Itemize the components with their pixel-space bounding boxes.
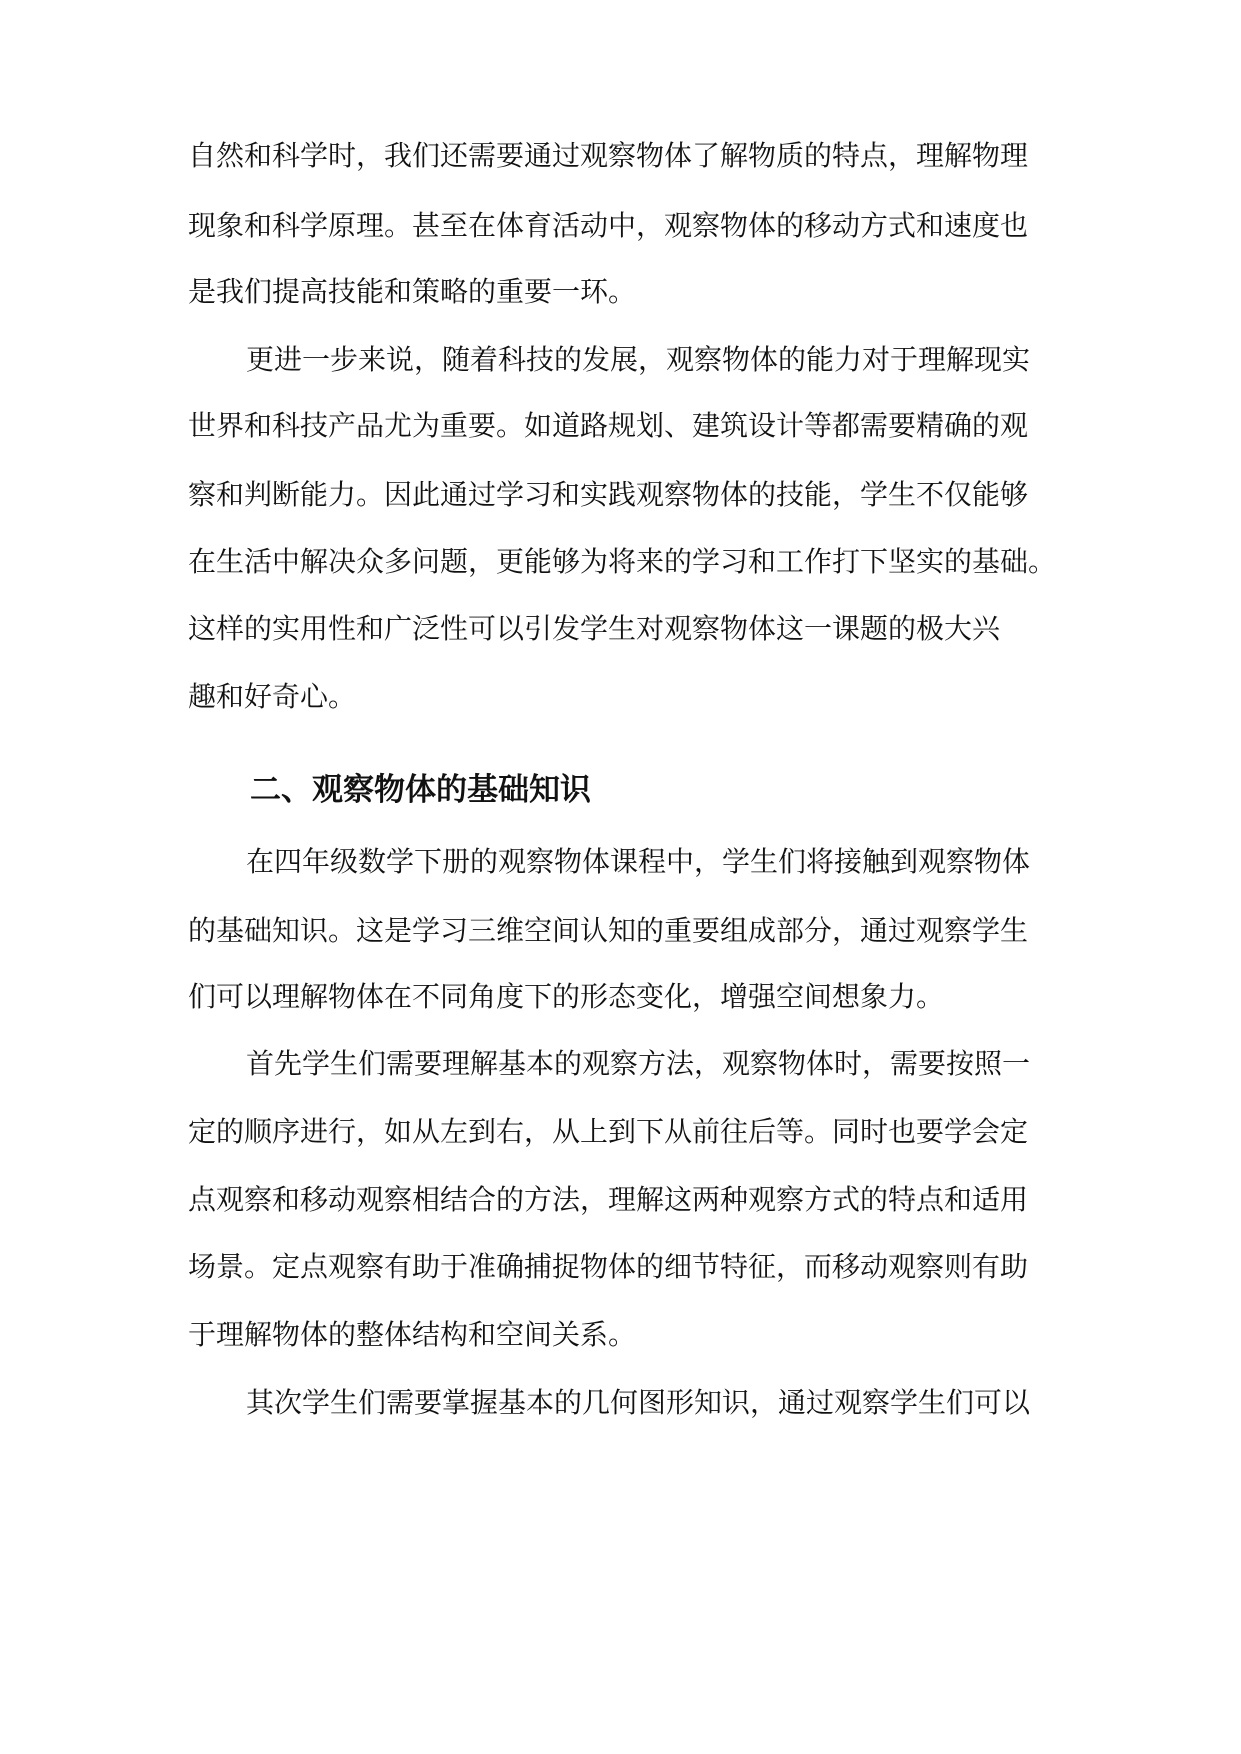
- paragraph-line: 其次学生们需要掌握基本的几何图形知识，通过观察学生们可以: [246, 1386, 1031, 1419]
- paragraph-line: 首先学生们需要理解基本的观察方法，观察物体时，需要按照一: [246, 1047, 1031, 1080]
- paragraph-line: 现象和科学原理。甚至在体育活动中，观察物体的移动方式和速度也: [188, 209, 1029, 242]
- paragraph-line: 点观察和移动观察相结合的方法，理解这两种观察方式的特点和适用: [188, 1183, 1029, 1216]
- paragraph-line: 在四年级数学下册的观察物体课程中，学生们将接触到观察物体: [246, 845, 1031, 878]
- paragraph-line: 场景。定点观察有助于准确捕捉物体的细节特征，而移动观察则有助: [188, 1250, 1029, 1283]
- paragraph-line: 自然和科学时，我们还需要通过观察物体了解物质的特点，理解物理: [188, 139, 1029, 172]
- paragraph-line: 们可以理解物体在不同角度下的形态变化，增强空间想象力。: [188, 980, 945, 1013]
- paragraph-line: 的基础知识。这是学习三维空间认知的重要组成部分，通过观察学生: [188, 914, 1029, 947]
- paragraph-line: 世界和科技产品尤为重要。如道路规划、建筑设计等都需要精确的观: [188, 409, 1029, 442]
- paragraph-line: 于理解物体的整体结构和空间关系。: [188, 1318, 637, 1351]
- paragraph-line: 趣和好奇心。: [188, 680, 357, 713]
- paragraph-line: 这样的实用性和广泛性可以引发学生对观察物体这一课题的极大兴: [188, 612, 1001, 645]
- section-heading: 二、观察物体的基础知识: [250, 772, 591, 808]
- paragraph-line: 定的顺序进行，如从左到右，从上到下从前往后等。同时也要学会定: [188, 1115, 1029, 1148]
- paragraph-line: 在生活中解决众多问题，更能够为将来的学习和工作打下坚实的基础。: [188, 545, 1057, 578]
- paragraph-line: 察和判断能力。因此通过学习和实践观察物体的技能，学生不仅能够: [188, 478, 1029, 511]
- paragraph-line: 更进一步来说，随着科技的发展，观察物体的能力对于理解现实: [246, 343, 1031, 376]
- paragraph-line: 是我们提高技能和策略的重要一环。: [188, 275, 637, 308]
